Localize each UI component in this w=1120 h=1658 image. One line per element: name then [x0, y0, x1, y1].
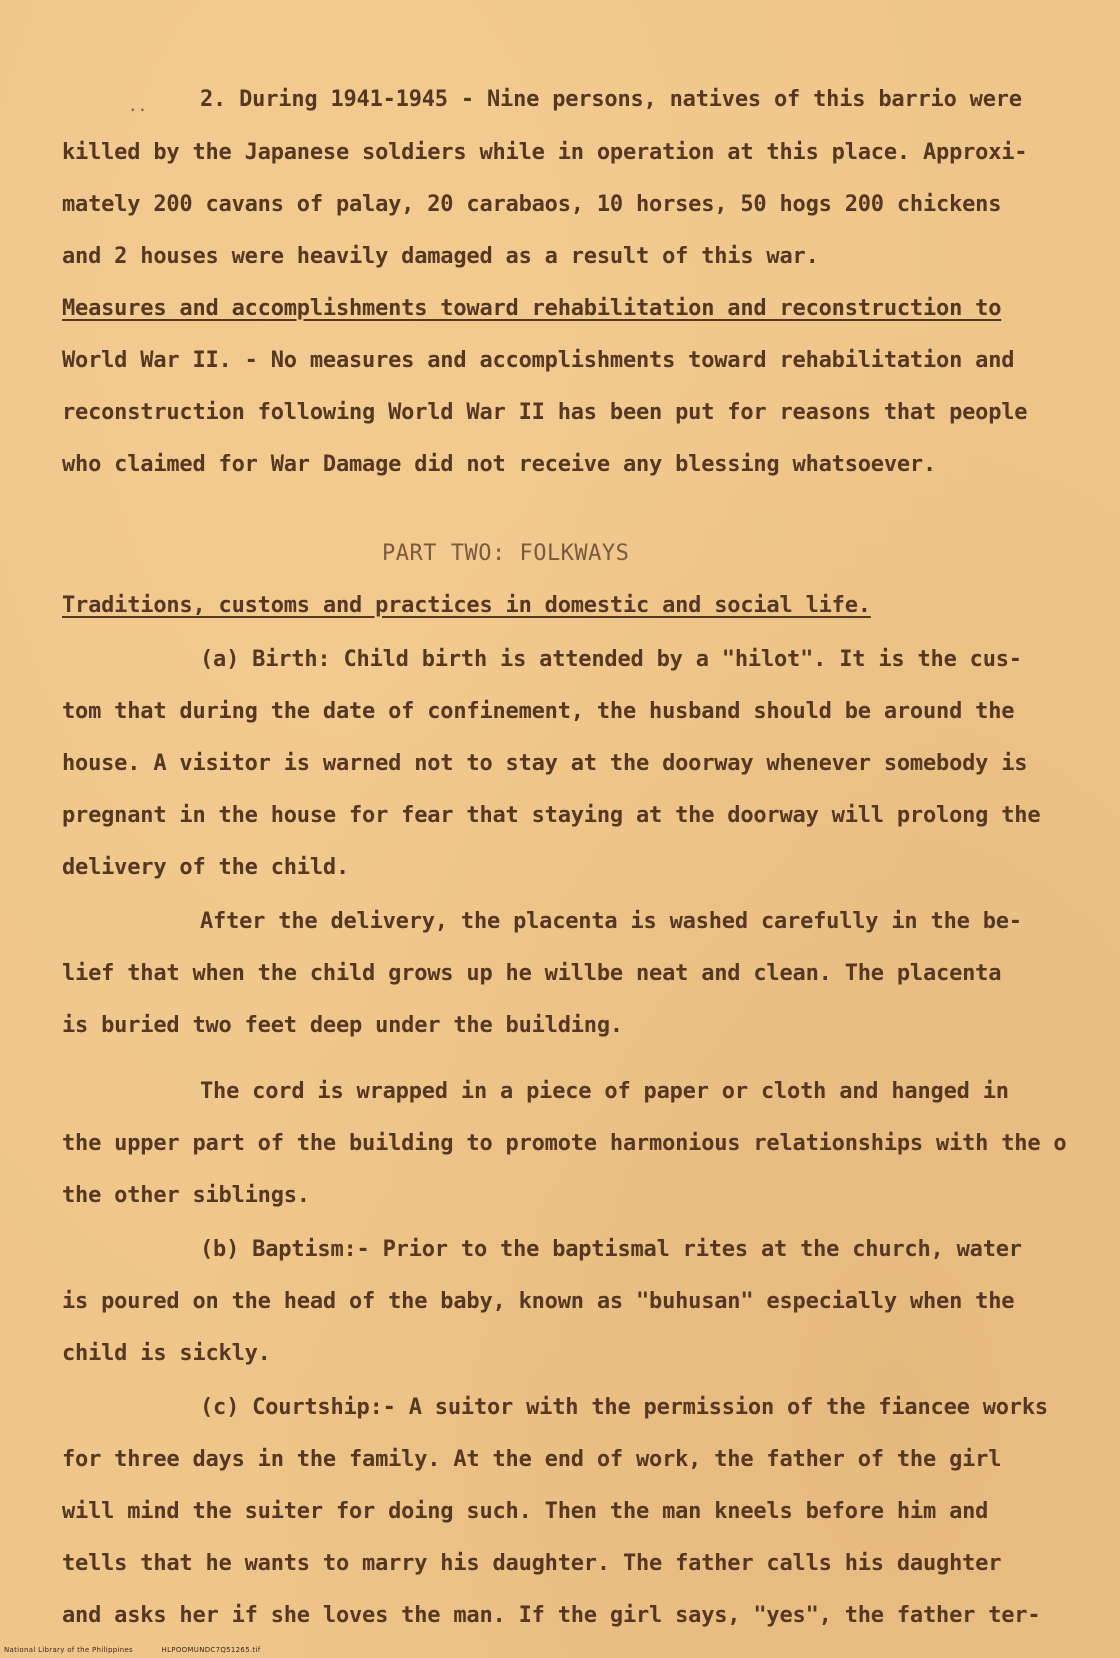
- part-title: PART TWO: FOLKWAYS: [382, 541, 630, 566]
- text-line: child is sickly.: [62, 1341, 271, 1366]
- text-line: house. A visitor is warned not to stay at the doorway whenever somebody is: [62, 751, 1028, 776]
- text-line: the other siblings.: [62, 1183, 310, 1208]
- text-line: the upper part of the building to promote harmonious relationships with the o: [62, 1131, 1067, 1156]
- text-line: lief that when the child grows up he willbe neat and clean. The placenta: [62, 961, 1002, 986]
- text-line: and asks her if she loves the man. If the girl says, "yes", the father ter-: [62, 1603, 1041, 1628]
- text-line: will mind the suiter for doing such. Then the man kneels before him and: [62, 1499, 989, 1524]
- text-line: for three days in the family. At the end of work, the father of the girl: [62, 1447, 1002, 1472]
- text-line: who claimed for War Damage did not receive any blessing whatsoever.: [62, 452, 937, 477]
- text-line: After the delivery, the placenta is washed carefully in the be-: [200, 909, 1022, 934]
- text-line: delivery of the child.: [62, 855, 349, 880]
- text-line: is buried two feet deep under the building.: [62, 1013, 623, 1038]
- section-heading-underlined: Traditions, customs and practices in domestic and social life.: [62, 593, 871, 618]
- text-line: is poured on the head of the baby, known as "buhusan" especially when the: [62, 1289, 1015, 1314]
- text-line: pregnant in the house for fear that staying at the doorway will prolong the: [62, 803, 1041, 828]
- text-line: (a) Birth: Child birth is attended by a "hilot". It is the cus-: [200, 647, 1022, 672]
- text-line: The cord is wrapped in a piece of paper or cloth and hanged in: [200, 1079, 1009, 1104]
- scan-footer: [4, 1646, 287, 1655]
- text-line: tom that during the date of confinement, the husband should be around the: [62, 699, 1015, 724]
- text-line: killed by the Japanese soldiers while in operation at this place. Approxi-: [62, 140, 1028, 165]
- text-line: World War II. - No measures and accomplishments toward rehabilitation and: [62, 348, 1015, 373]
- text-line: tells that he wants to marry his daughter. The father calls his daughter: [62, 1551, 1002, 1576]
- text-line: 2. During 1941-1945 - Nine persons, natives of this barrio were: [200, 87, 1022, 112]
- text-line: (c) Courtship:- A suitor with the permission of the fiancee works: [200, 1395, 1048, 1420]
- margin-mark: ..: [128, 96, 148, 115]
- text-line: mately 200 cavans of palay, 20 carabaos, 10 horses, 50 hogs 200 chickens: [62, 192, 1002, 217]
- text-line: and 2 houses were heavily damaged as a result of this war.: [62, 244, 819, 269]
- section-heading-underlined: Measures and accomplishments toward rehabilitation and reconstruction to: [62, 296, 1002, 321]
- footer-library: National Library of the Philippines: [4, 1646, 133, 1654]
- text-line: (b) Baptism:- Prior to the baptismal rites at the church, water: [200, 1237, 1022, 1262]
- footer-file-id: HLPOOMUNDC7Q51265.tif: [161, 1646, 261, 1654]
- text-line: reconstruction following World War II has been put for reasons that people: [62, 400, 1028, 425]
